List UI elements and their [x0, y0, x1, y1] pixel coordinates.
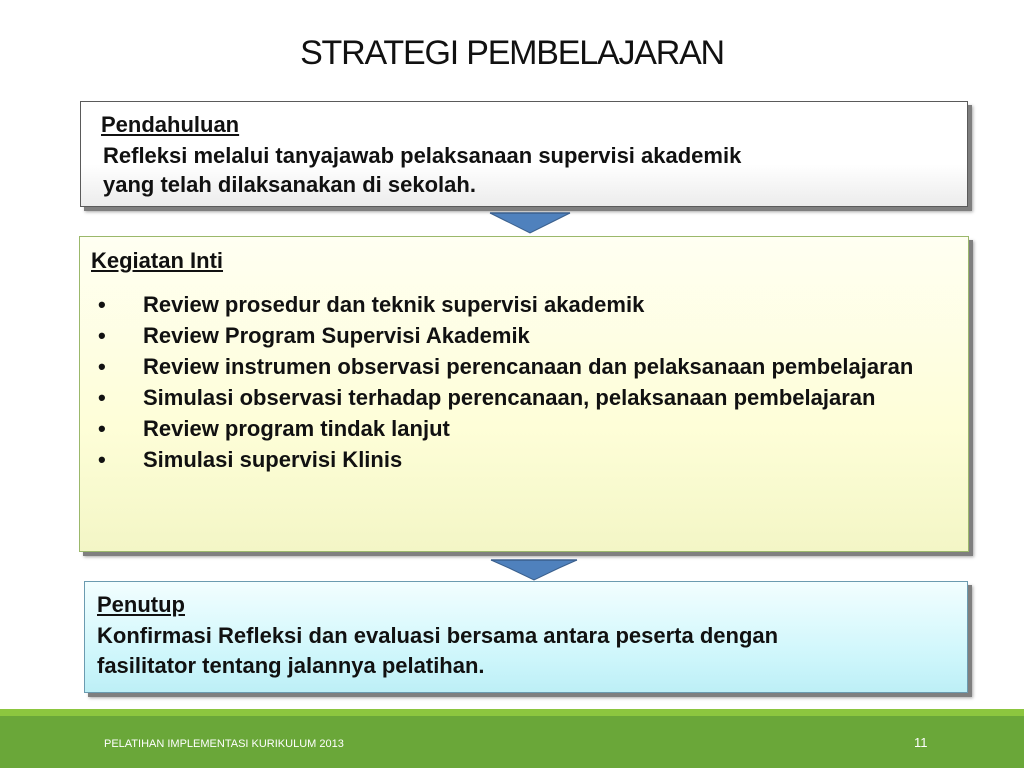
list-item: • Review Program Supervisi Akademik — [98, 323, 530, 348]
penutup-line-2: fasilitator tentang jalannya pelatihan. — [97, 653, 485, 678]
footer-accent-bar — [0, 709, 1024, 716]
down-arrow-icon — [489, 559, 579, 581]
kegiatan-inti-heading: Kegiatan Inti — [91, 248, 224, 273]
penutup-line-1: Konfirmasi Refleksi dan evaluasi bersama antara peserta dengan — [97, 623, 779, 648]
kegiatan-inti-list — [98, 289, 958, 475]
list-item: • Simulasi observasi terhadap perencanaan, pelaksanaan pembelajaran — [98, 385, 876, 410]
pendahuluan-line-2: yang telah dilaksanakan di sekolah. — [103, 172, 476, 197]
footer-text: PELATIHAN IMPLEMENTASI KURIKULUM 2013 — [104, 738, 344, 750]
pendahuluan-heading: Pendahuluan — [101, 112, 240, 137]
down-arrow-icon — [488, 212, 572, 234]
slide-title: STRATEGI PEMBELAJARAN — [300, 34, 724, 72]
list-item: • Review prosedur dan teknik supervisi akademik — [98, 292, 645, 317]
page-number: 11 — [914, 735, 928, 750]
list-item: • Review instrumen observasi perencanaan dan pelaksanaan pembelajaran — [98, 354, 914, 379]
list-item: • Simulasi supervisi Klinis — [98, 447, 403, 472]
pendahuluan-line-1: Refleksi melalui tanyajawab pelaksanaan supervisi akademik — [103, 143, 742, 168]
penutup-heading: Penutup — [97, 592, 185, 617]
list-item: • Review program tindak lanjut — [98, 416, 450, 441]
